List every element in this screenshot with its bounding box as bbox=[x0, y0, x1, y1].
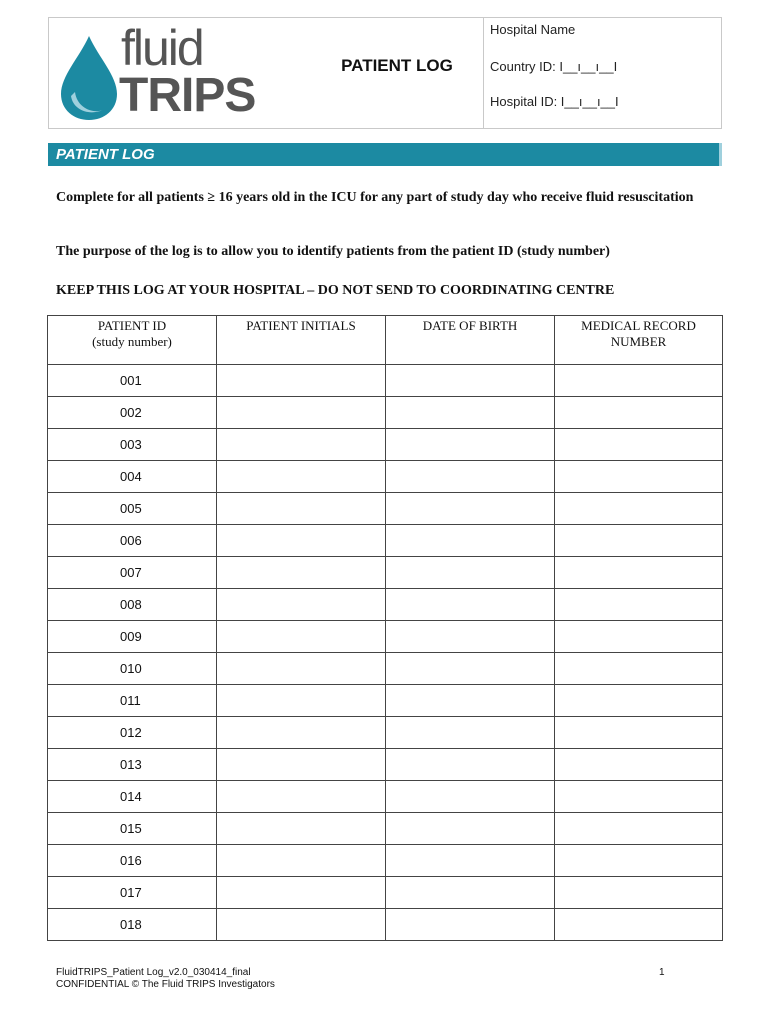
medical-record-cell[interactable] bbox=[555, 749, 723, 781]
medical-record-cell[interactable] bbox=[555, 365, 723, 397]
patient-initials-cell[interactable] bbox=[217, 525, 386, 557]
patient-id-cell: 009 bbox=[48, 621, 217, 653]
header-date-of-birth: DATE OF BIRTH bbox=[386, 316, 555, 365]
instruction-purpose: The purpose of the log is to allow you to identify patients from the patient ID (study number) bbox=[56, 244, 610, 259]
table-row bbox=[48, 493, 723, 525]
section-banner bbox=[48, 143, 722, 166]
patient-initials-cell[interactable] bbox=[217, 493, 386, 525]
fluid-trips-logo bbox=[49, 18, 311, 128]
date-of-birth-cell[interactable] bbox=[386, 557, 555, 589]
medical-record-cell[interactable] bbox=[555, 429, 723, 461]
patient-id-cell: 008 bbox=[48, 589, 217, 621]
patient-id-cell: 011 bbox=[48, 685, 217, 717]
medical-record-cell[interactable] bbox=[555, 621, 723, 653]
date-of-birth-cell[interactable] bbox=[386, 461, 555, 493]
medical-record-cell[interactable] bbox=[555, 717, 723, 749]
patient-id-cell: 010 bbox=[48, 653, 217, 685]
table-row bbox=[48, 365, 723, 397]
date-of-birth-cell[interactable] bbox=[386, 653, 555, 685]
table-row bbox=[48, 717, 723, 749]
patient-id-cell: 006 bbox=[48, 525, 217, 557]
logo-text-fluid: fluid bbox=[121, 20, 203, 76]
patient-id-cell: 014 bbox=[48, 781, 217, 813]
table-row bbox=[48, 653, 723, 685]
patient-initials-cell[interactable] bbox=[217, 749, 386, 781]
logo-text-trips: TRIPS bbox=[119, 69, 256, 122]
info-cell bbox=[483, 18, 721, 128]
date-of-birth-cell[interactable] bbox=[386, 493, 555, 525]
patient-initials-cell[interactable] bbox=[217, 717, 386, 749]
patient-initials-cell[interactable] bbox=[217, 877, 386, 909]
patient-id-cell: 005 bbox=[48, 493, 217, 525]
patient-id-cell: 018 bbox=[48, 909, 217, 941]
patient-id-cell: 002 bbox=[48, 397, 217, 429]
patient-initials-cell[interactable] bbox=[217, 365, 386, 397]
medical-record-cell[interactable] bbox=[555, 493, 723, 525]
header-medical-record-sub: NUMBER bbox=[610, 334, 667, 349]
medical-record-cell[interactable] bbox=[555, 557, 723, 589]
table-row bbox=[48, 877, 723, 909]
medical-record-cell[interactable] bbox=[555, 909, 723, 941]
patient-initials-cell[interactable] bbox=[217, 429, 386, 461]
patient-id-cell: 007 bbox=[48, 557, 217, 589]
medical-record-cell[interactable] bbox=[555, 461, 723, 493]
date-of-birth-cell[interactable] bbox=[386, 621, 555, 653]
medical-record-cell[interactable] bbox=[555, 525, 723, 557]
patient-initials-cell[interactable] bbox=[217, 653, 386, 685]
patient-initials-cell[interactable] bbox=[217, 813, 386, 845]
table-row bbox=[48, 909, 723, 941]
footer-copyright: CONFIDENTIAL © The Fluid TRIPS Investigators bbox=[56, 979, 275, 990]
title-cell bbox=[311, 18, 483, 128]
patient-initials-cell[interactable] bbox=[217, 845, 386, 877]
date-of-birth-cell[interactable] bbox=[386, 365, 555, 397]
table-body bbox=[48, 365, 723, 941]
table-row bbox=[48, 621, 723, 653]
table-row bbox=[48, 685, 723, 717]
patient-id-cell: 003 bbox=[48, 429, 217, 461]
patient-log-table bbox=[47, 315, 723, 941]
date-of-birth-cell[interactable] bbox=[386, 589, 555, 621]
table-header-row bbox=[48, 316, 723, 365]
page-number: 1 bbox=[659, 967, 665, 978]
date-of-birth-cell[interactable] bbox=[386, 781, 555, 813]
patient-initials-cell[interactable] bbox=[217, 397, 386, 429]
date-of-birth-cell[interactable] bbox=[386, 429, 555, 461]
medical-record-cell[interactable] bbox=[555, 781, 723, 813]
table-row bbox=[48, 525, 723, 557]
patient-id-cell: 017 bbox=[48, 877, 217, 909]
patient-id-cell: 015 bbox=[48, 813, 217, 845]
header-patient-id-sub: (study number) bbox=[92, 334, 172, 349]
date-of-birth-cell[interactable] bbox=[386, 909, 555, 941]
patient-initials-cell[interactable] bbox=[217, 557, 386, 589]
medical-record-cell[interactable] bbox=[555, 685, 723, 717]
patient-id-cell: 013 bbox=[48, 749, 217, 781]
header-medical-record-label: MEDICAL RECORD bbox=[581, 318, 696, 333]
patient-id-cell: 016 bbox=[48, 845, 217, 877]
header-patient-id-label: PATIENT ID bbox=[97, 318, 167, 333]
patient-id-cell: 012 bbox=[48, 717, 217, 749]
table-row bbox=[48, 845, 723, 877]
table-row bbox=[48, 429, 723, 461]
medical-record-cell[interactable] bbox=[555, 653, 723, 685]
header-medical-record bbox=[555, 316, 723, 365]
date-of-birth-cell[interactable] bbox=[386, 813, 555, 845]
medical-record-cell[interactable] bbox=[555, 813, 723, 845]
table-row bbox=[48, 461, 723, 493]
hospital-id-field[interactable]: Hospital ID: I__ı__ı__I bbox=[490, 94, 619, 109]
patient-initials-cell[interactable] bbox=[217, 909, 386, 941]
patient-initials-cell[interactable] bbox=[217, 781, 386, 813]
document-footer bbox=[56, 967, 275, 991]
country-id-field[interactable]: Country ID: I__ı__ı__I bbox=[490, 59, 618, 74]
patient-id-cell: 001 bbox=[48, 365, 217, 397]
patient-initials-cell[interactable] bbox=[217, 685, 386, 717]
date-of-birth-cell[interactable] bbox=[386, 685, 555, 717]
table-row bbox=[48, 749, 723, 781]
medical-record-cell[interactable] bbox=[555, 877, 723, 909]
patient-initials-cell[interactable] bbox=[217, 589, 386, 621]
patient-initials-cell[interactable] bbox=[217, 621, 386, 653]
date-of-birth-cell[interactable] bbox=[386, 749, 555, 781]
instruction-keep-log: KEEP THIS LOG AT YOUR HOSPITAL – DO NOT SEND TO COORDINATING CENTRE bbox=[56, 283, 615, 298]
date-of-birth-cell[interactable] bbox=[386, 845, 555, 877]
document-header bbox=[48, 17, 722, 129]
medical-record-cell[interactable] bbox=[555, 845, 723, 877]
patient-initials-cell[interactable] bbox=[217, 461, 386, 493]
hospital-name-label: Hospital Name bbox=[490, 22, 576, 37]
header-patient-initials: PATIENT INITIALS bbox=[217, 316, 386, 365]
date-of-birth-cell[interactable] bbox=[386, 525, 555, 557]
page-title: PATIENT LOG bbox=[341, 56, 453, 75]
medical-record-cell[interactable] bbox=[555, 397, 723, 429]
table-row bbox=[48, 781, 723, 813]
medical-record-cell[interactable] bbox=[555, 589, 723, 621]
patient-id-cell: 004 bbox=[48, 461, 217, 493]
date-of-birth-cell[interactable] bbox=[386, 717, 555, 749]
table-row bbox=[48, 589, 723, 621]
table-row bbox=[48, 813, 723, 845]
date-of-birth-cell[interactable] bbox=[386, 877, 555, 909]
instruction-eligibility: Complete for all patients ≥ 16 years old in the ICU for any part of study day who receive fluid resuscitation bbox=[56, 190, 694, 205]
date-of-birth-cell[interactable] bbox=[386, 397, 555, 429]
table-row bbox=[48, 557, 723, 589]
banner-label: PATIENT LOG bbox=[56, 146, 155, 163]
footer-version: FluidTRIPS_Patient Log_v2.0_030414_final bbox=[56, 967, 251, 978]
header-patient-id bbox=[48, 316, 217, 365]
table-row bbox=[48, 397, 723, 429]
